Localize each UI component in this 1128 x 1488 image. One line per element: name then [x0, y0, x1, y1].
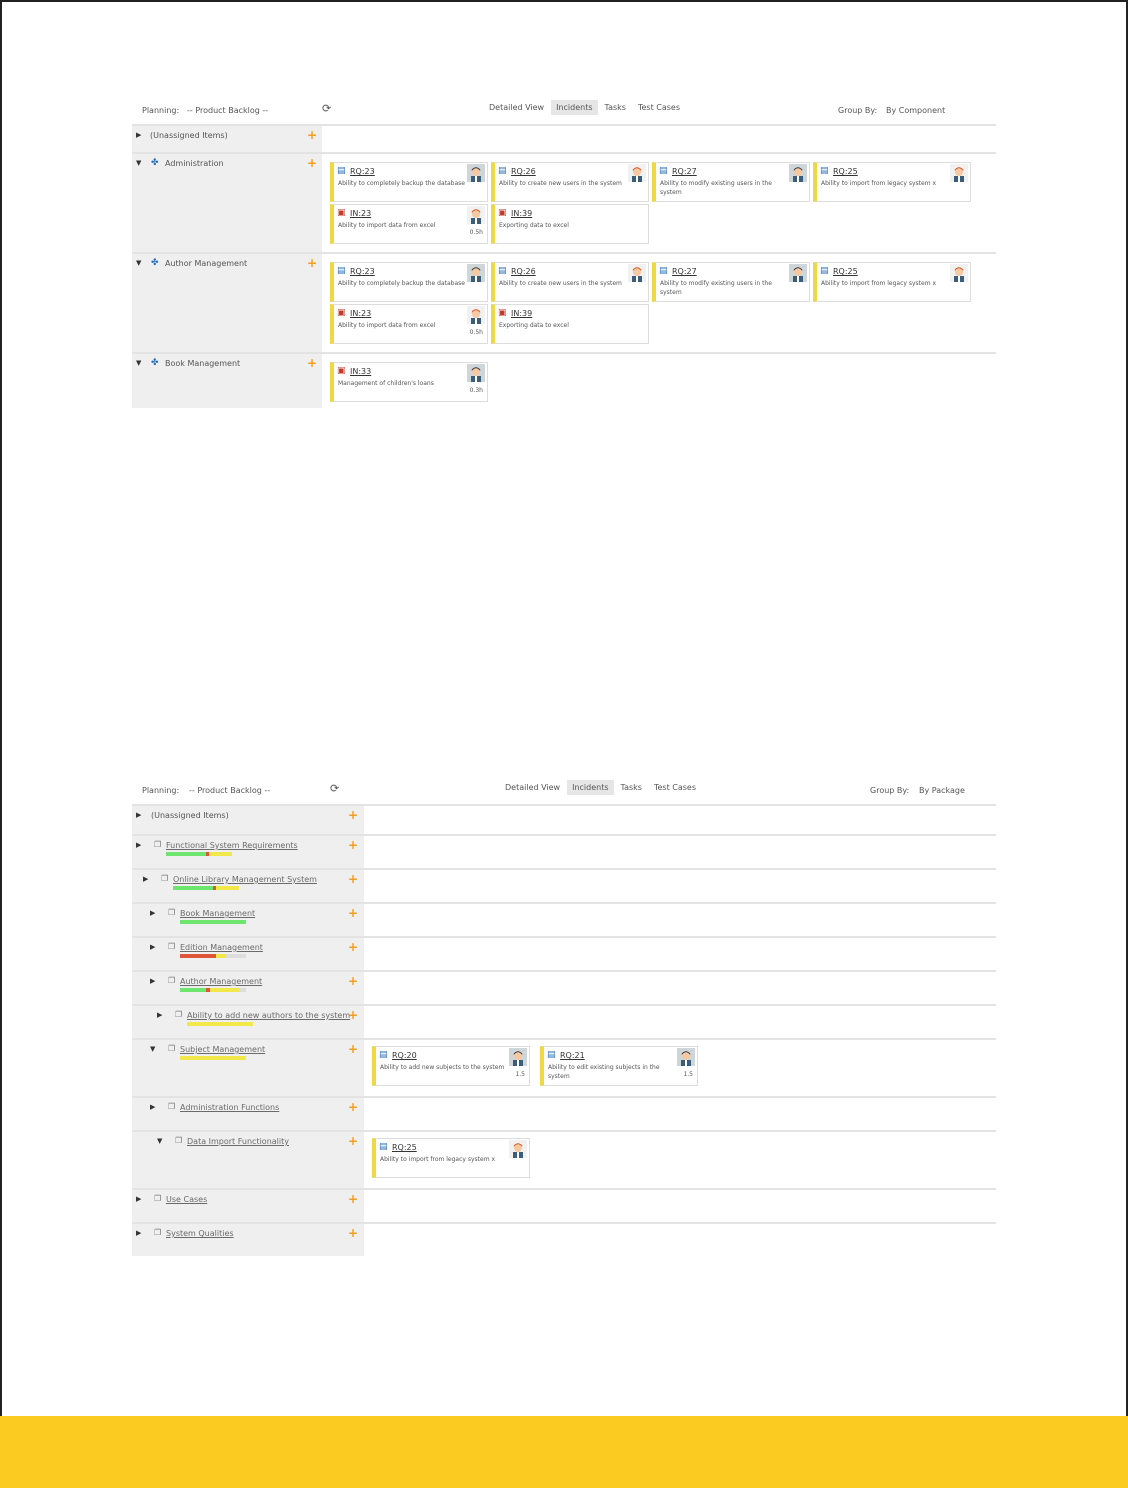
package-row	[132, 1096, 996, 1130]
component-icon: ✤	[151, 258, 159, 268]
card-description: Ability to import from legacy system x	[380, 1156, 495, 1163]
package-icon: ❐	[154, 840, 162, 849]
incident-card[interactable]	[330, 204, 488, 244]
view-tabs	[484, 100, 687, 115]
owner-avatar-icon[interactable]	[950, 264, 968, 282]
progress-segment	[180, 920, 246, 924]
progress-bar	[180, 988, 246, 992]
progress-segment	[180, 988, 206, 992]
requirement-icon: ▤	[337, 166, 346, 176]
tab-tasks[interactable]: Tasks	[620, 783, 642, 792]
add-item-icon[interactable]: +	[348, 1192, 359, 1206]
card-estimate: 1.5	[515, 1071, 525, 1078]
card-id-link[interactable]: IN:39	[511, 309, 533, 318]
package-row	[132, 804, 996, 834]
owner-avatar-icon[interactable]	[789, 264, 807, 282]
package-icon: ❐	[168, 908, 176, 917]
tab-test-cases[interactable]: Test Cases	[637, 103, 681, 112]
requirement-card[interactable]	[330, 162, 488, 202]
progress-segment	[166, 852, 206, 856]
card-description: Ability to modify existing users in the system	[660, 280, 772, 296]
incident-card[interactable]	[491, 304, 649, 344]
incident-card[interactable]	[330, 362, 488, 402]
row-title[interactable]: Book Management	[180, 909, 256, 918]
owner-avatar-icon[interactable]	[628, 264, 646, 282]
owner-avatar-icon[interactable]	[628, 164, 646, 182]
progress-bar	[187, 1022, 253, 1026]
card-description: Ability to create new users in the system	[499, 180, 622, 187]
package-row	[132, 936, 996, 970]
requirement-card[interactable]	[491, 262, 649, 302]
collapse-caret-icon[interactable]: ▼	[136, 159, 142, 167]
progress-bar	[180, 920, 246, 924]
row-header	[132, 154, 322, 252]
tab-detailed-view[interactable]: Detailed View	[505, 783, 561, 792]
card-id-link[interactable]: RQ:21	[560, 1051, 585, 1060]
incident-icon: ▣	[498, 308, 507, 318]
card-estimate: 0.3h	[469, 387, 483, 394]
add-item-icon[interactable]: +	[348, 940, 359, 954]
add-item-icon[interactable]: +	[348, 1100, 359, 1114]
add-item-icon[interactable]: +	[348, 974, 359, 988]
package-icon: ❐	[168, 942, 176, 951]
row-title[interactable]: Ability to add new authors to the system	[187, 1011, 351, 1020]
card-description: Ability to import from legacy system x	[821, 180, 936, 187]
card-description: Ability to completely backup the database	[338, 280, 465, 287]
card-estimate: 0.5h	[469, 329, 483, 336]
tab-test-cases[interactable]: Test Cases	[653, 783, 697, 792]
expand-caret-icon[interactable]: ▶	[136, 841, 142, 849]
package-row	[132, 1038, 996, 1096]
owner-avatar-icon[interactable]	[467, 164, 485, 182]
expand-caret-icon[interactable]: ▶	[143, 875, 149, 883]
owner-avatar-icon[interactable]	[677, 1048, 695, 1066]
requirement-icon: ▤	[547, 1050, 556, 1060]
package-row	[132, 1004, 996, 1038]
row-title[interactable]: System Qualities	[166, 1229, 234, 1238]
progress-segment	[210, 988, 240, 992]
component-row	[132, 124, 996, 152]
groupby-label: Group By:	[838, 106, 878, 115]
progress-bar	[173, 886, 239, 890]
incident-card[interactable]	[491, 204, 649, 244]
incident-icon: ▣	[498, 208, 507, 218]
tab-incidents[interactable]: Incidents	[551, 100, 597, 115]
collapse-caret-icon[interactable]: ▼	[157, 1137, 163, 1145]
tab-tasks[interactable]: Tasks	[604, 103, 626, 112]
requirement-card[interactable]	[540, 1046, 698, 1086]
planning-select[interactable]: -- Product Backlog --	[189, 786, 271, 795]
requirement-card[interactable]	[491, 162, 649, 202]
incident-icon: ▣	[337, 366, 346, 376]
card-description: Management of children's loans	[338, 380, 434, 387]
row-title[interactable]: Data Import Functionality	[187, 1137, 289, 1146]
refresh-icon[interactable]: ⟳	[322, 102, 332, 115]
requirement-icon: ▤	[379, 1142, 388, 1152]
board-toolbar	[132, 100, 996, 124]
row-title: (Unassigned Items)	[151, 811, 229, 820]
card-id-link[interactable]: RQ:25	[833, 167, 858, 176]
requirement-icon: ▤	[820, 266, 829, 276]
progress-segment	[226, 954, 246, 958]
progress-segment	[239, 988, 246, 992]
tab-incidents[interactable]: Incidents	[567, 780, 613, 795]
progress-segment	[173, 886, 213, 890]
row-title[interactable]: Subject Management	[180, 1045, 266, 1054]
package-row	[132, 970, 996, 1004]
expand-caret-icon[interactable]: ▶	[150, 977, 156, 985]
expand-caret-icon[interactable]: ▶	[136, 1195, 142, 1203]
owner-avatar-icon[interactable]	[467, 264, 485, 282]
package-icon: ❐	[168, 1044, 176, 1053]
component-row	[132, 152, 996, 252]
card-description: Ability to import data from excel	[338, 222, 436, 229]
card-description: Ability to add new subjects to the system	[380, 1064, 505, 1071]
requirement-icon: ▤	[659, 266, 668, 276]
board-by-package	[132, 780, 996, 1256]
card-estimate: 1.5	[683, 1071, 693, 1078]
requirement-card[interactable]	[372, 1046, 530, 1086]
card-description: Exporting data to excel	[499, 322, 569, 329]
row-title: Book Management	[165, 359, 241, 368]
add-item-icon[interactable]: +	[348, 838, 359, 852]
progress-segment	[180, 1056, 246, 1060]
requirement-icon: ▤	[820, 166, 829, 176]
progress-bar	[180, 1056, 246, 1060]
add-item-icon[interactable]: +	[348, 1134, 359, 1148]
requirement-card[interactable]	[652, 262, 810, 302]
row-title[interactable]: Use Cases	[166, 1195, 208, 1204]
requirement-card[interactable]	[813, 162, 971, 202]
card-id-link[interactable]: RQ:23	[350, 167, 375, 176]
add-item-icon[interactable]: +	[307, 256, 318, 270]
progress-segment	[216, 954, 226, 958]
row-header	[132, 254, 322, 352]
view-tabs	[500, 780, 703, 795]
add-item-icon[interactable]: +	[348, 1042, 359, 1056]
groupby-select[interactable]: By Package	[919, 786, 965, 795]
expand-caret-icon[interactable]: ▶	[136, 1229, 142, 1237]
card-id-link[interactable]: IN:33	[350, 367, 372, 376]
row-title: Administration	[165, 159, 224, 168]
board-by-component	[132, 100, 996, 408]
card-description: Ability to edit existing subjects in the system	[548, 1064, 660, 1080]
card-description: Ability to completely backup the database	[338, 180, 465, 187]
card-id-link[interactable]: RQ:27	[672, 167, 697, 176]
package-icon: ❐	[154, 1228, 162, 1237]
progress-segment	[216, 886, 239, 890]
package-row	[132, 902, 996, 936]
row-title: (Unassigned Items)	[150, 131, 228, 140]
planning-label: Planning:	[142, 786, 180, 795]
card-description: Exporting data to excel	[499, 222, 569, 229]
card-description: Ability to import from legacy system x	[821, 280, 936, 287]
owner-avatar-icon[interactable]	[950, 164, 968, 182]
expand-caret-icon[interactable]: ▶	[136, 131, 142, 139]
incident-icon: ▣	[337, 308, 346, 318]
incident-icon: ▣	[337, 208, 346, 218]
tab-detailed-view[interactable]: Detailed View	[489, 103, 545, 112]
requirement-card[interactable]	[372, 1138, 530, 1178]
collapse-caret-icon[interactable]: ▼	[136, 259, 142, 267]
requirement-icon: ▤	[379, 1050, 388, 1060]
planning-label: Planning:	[142, 106, 180, 115]
card-estimate: 0.5h	[469, 229, 483, 236]
requirement-icon: ▤	[498, 166, 507, 176]
card-id-link[interactable]: IN:23	[350, 209, 372, 218]
package-icon: ❐	[161, 874, 169, 883]
requirement-card[interactable]	[813, 262, 971, 302]
component-row	[132, 252, 996, 352]
package-row	[132, 834, 996, 868]
owner-avatar-icon[interactable]	[509, 1048, 527, 1066]
package-icon: ❐	[168, 976, 176, 985]
groupby-select[interactable]: By Component	[886, 106, 946, 115]
card-id-link[interactable]: RQ:27	[672, 267, 697, 276]
add-item-icon[interactable]: +	[307, 128, 318, 142]
expand-caret-icon[interactable]: ▶	[150, 909, 156, 917]
requirement-icon: ▤	[659, 166, 668, 176]
card-id-link[interactable]: RQ:26	[511, 167, 536, 176]
row-title[interactable]: Administration Functions	[180, 1103, 280, 1112]
owner-avatar-icon[interactable]	[509, 1140, 527, 1158]
requirement-card[interactable]	[330, 262, 488, 302]
card-id-link[interactable]: RQ:20	[392, 1051, 417, 1060]
owner-avatar-icon[interactable]	[467, 364, 485, 382]
card-id-link[interactable]: RQ:26	[511, 267, 536, 276]
incident-card[interactable]	[330, 304, 488, 344]
component-icon: ✤	[151, 158, 159, 168]
planning-select[interactable]: -- Product Backlog --	[187, 106, 269, 115]
package-row	[132, 868, 996, 902]
requirement-icon: ▤	[498, 266, 507, 276]
expand-caret-icon[interactable]: ▶	[150, 943, 156, 951]
card-id-link[interactable]: RQ:25	[833, 267, 858, 276]
collapse-caret-icon[interactable]: ▼	[136, 359, 142, 367]
card-description: Ability to create new users in the system	[499, 280, 622, 287]
progress-bar	[180, 954, 246, 958]
row-title[interactable]: Edition Management	[180, 943, 263, 952]
card-id-link[interactable]: IN:39	[511, 209, 533, 218]
owner-avatar-icon[interactable]	[789, 164, 807, 182]
component-row	[132, 352, 996, 408]
add-item-icon[interactable]: +	[307, 356, 318, 370]
requirement-icon: ▤	[337, 266, 346, 276]
card-id-link[interactable]: IN:23	[350, 309, 372, 318]
row-title: Author Management	[165, 259, 248, 268]
row-title[interactable]: Functional System Requirements	[166, 841, 298, 850]
refresh-icon[interactable]: ⟳	[330, 782, 340, 795]
package-icon: ❐	[154, 1194, 162, 1203]
package-icon: ❐	[168, 1102, 176, 1111]
card-description: Ability to modify existing users in the system	[660, 180, 772, 196]
progress-bar	[166, 852, 232, 856]
add-item-icon[interactable]: +	[348, 906, 359, 920]
package-row	[132, 1130, 996, 1188]
add-item-icon[interactable]: +	[348, 872, 359, 886]
collapse-caret-icon[interactable]: ▼	[150, 1045, 156, 1053]
row-title[interactable]: Author Management	[180, 977, 263, 986]
add-item-icon[interactable]: +	[348, 808, 359, 822]
package-icon: ❐	[175, 1010, 183, 1019]
owner-avatar-icon[interactable]	[467, 206, 485, 224]
progress-segment	[180, 954, 216, 958]
expand-caret-icon[interactable]: ▶	[150, 1103, 156, 1111]
footer-accent-bar	[0, 1416, 1128, 1488]
add-item-icon[interactable]: +	[307, 156, 318, 170]
card-id-link[interactable]: RQ:25	[392, 1143, 417, 1152]
progress-segment	[209, 852, 232, 856]
groupby-label: Group By:	[870, 786, 910, 795]
component-icon: ✤	[151, 358, 159, 368]
card-id-link[interactable]: RQ:23	[350, 267, 375, 276]
requirement-card[interactable]	[652, 162, 810, 202]
add-item-icon[interactable]: +	[348, 1226, 359, 1240]
progress-segment	[187, 1022, 253, 1026]
add-item-icon[interactable]: +	[348, 1008, 359, 1022]
card-description: Ability to import data from excel	[338, 322, 436, 329]
row-title[interactable]: Online Library Management System	[173, 875, 317, 884]
board-toolbar	[132, 780, 996, 804]
package-row	[132, 1188, 996, 1222]
owner-avatar-icon[interactable]	[467, 306, 485, 324]
package-row	[132, 1222, 996, 1256]
expand-caret-icon[interactable]: ▶	[157, 1011, 163, 1019]
package-icon: ❐	[175, 1136, 183, 1145]
expand-caret-icon[interactable]: ▶	[136, 811, 142, 819]
